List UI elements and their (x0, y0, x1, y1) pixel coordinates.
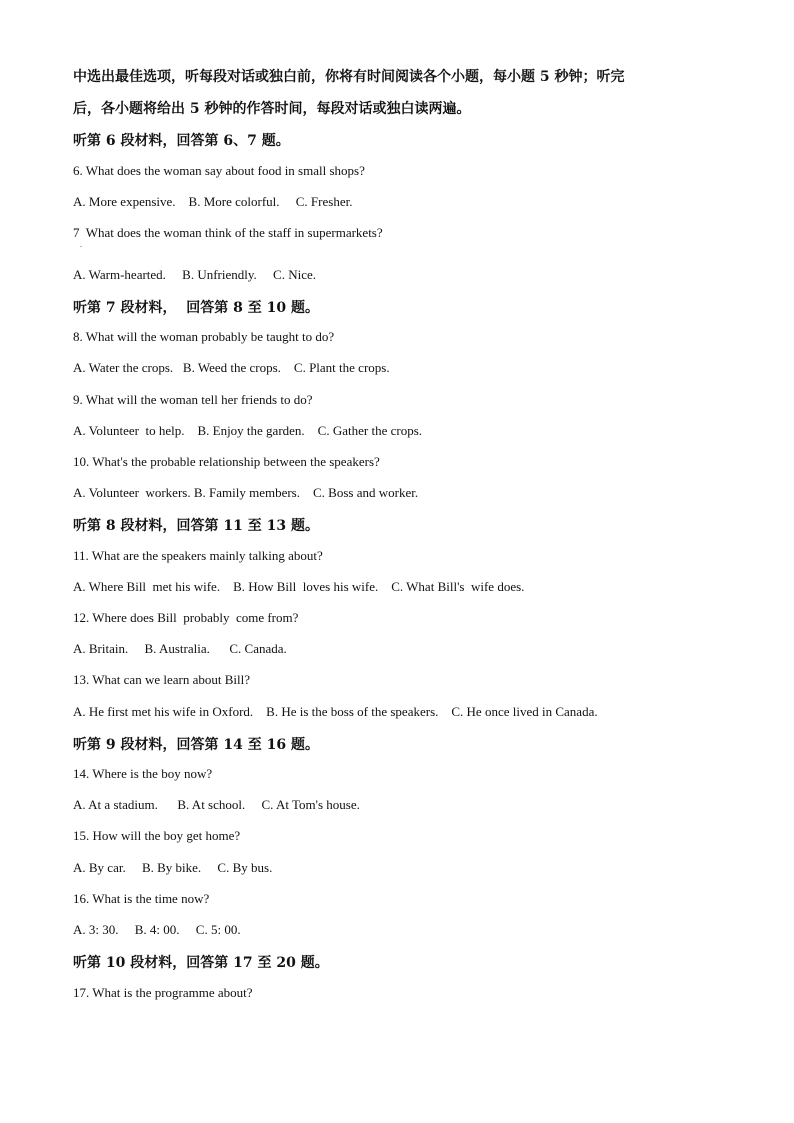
section-heading-8: 听第 8 段材料，回答第 11 至 13 题。 (73, 518, 319, 534)
options-6: A. More expensive. B. More colorful. C. Fresher. (73, 194, 353, 209)
question-15: 15. How will the boy get home? (73, 828, 241, 843)
section-heading-10: 听第 10 段材料，回答第 17 至 20 题。 (73, 955, 329, 971)
question-17: 17. What is the programme about? (73, 985, 253, 1000)
question-16: 16. What is the time now? (73, 891, 210, 906)
question-14: 14. Where is the boy now? (73, 766, 213, 781)
options-8: A. Water the crops. B. Weed the crops. C. Plant the crops. (73, 360, 390, 375)
options-13: A. He first met his wife in Oxford. B. He is the boss of the speakers. C. He once lived in Canada. (73, 704, 598, 719)
options-9: A. Volunteer to help. B. Enjoy the garden. C. Gather the crops. (73, 423, 423, 438)
question-13: 13. What can we learn about Bill? (73, 672, 251, 687)
intro-line-1: 中选出最佳选项，听每段对话或独白前，你将有时间阅读各个小题，每小题 5 秒钟；听完 (73, 69, 625, 85)
question-10: 10. What's the probable relationship between the speakers? (73, 454, 380, 469)
options-11: A. Where Bill met his wife. B. How Bill loves his wife. C. What Bill's wife does. (73, 579, 525, 594)
section-heading-6: 听第 6 段材料，回答第 6、7 题。 (73, 133, 290, 149)
question-7: 7 What does the woman think of the staff in supermarkets? (73, 225, 383, 240)
options-15: A. By car. B. By bike. C. By bus. (73, 860, 273, 875)
question-9: 9. What will the woman tell her friends to do? (73, 392, 313, 407)
section-heading-7: 听第 7 段材料， 回答第 8 至 10 题。 (73, 300, 319, 316)
options-16: A. 3: 30. B. 4: 00. C. 5: 00. (73, 922, 241, 937)
options-10: A. Volunteer workers. B. Family members. C. Boss and worker. (73, 485, 419, 500)
question-11: 11. What are the speakers mainly talking about? (73, 548, 323, 563)
section-heading-9: 听第 9 段材料，回答第 14 至 16 题。 (73, 737, 319, 753)
question-6: 6. What does the woman say about food in small shops? (73, 163, 365, 178)
intro-line-2: 后，各小题将给出 5 秒钟的作答时间，每段对话或独白读两遍。 (73, 101, 471, 117)
options-7: A. Warm-hearted. B. Unfriendly. C. Nice. (73, 267, 317, 282)
question-8: 8. What will the woman probably be taught to do? (73, 329, 335, 344)
options-12: A. Britain. B. Australia. C. Canada. (73, 641, 287, 656)
stray-mark: . (80, 240, 82, 249)
options-14: A. At a stadium. B. At school. C. At Tom's house. (73, 797, 360, 812)
question-12: 12. Where does Bill probably come from? (73, 610, 299, 625)
